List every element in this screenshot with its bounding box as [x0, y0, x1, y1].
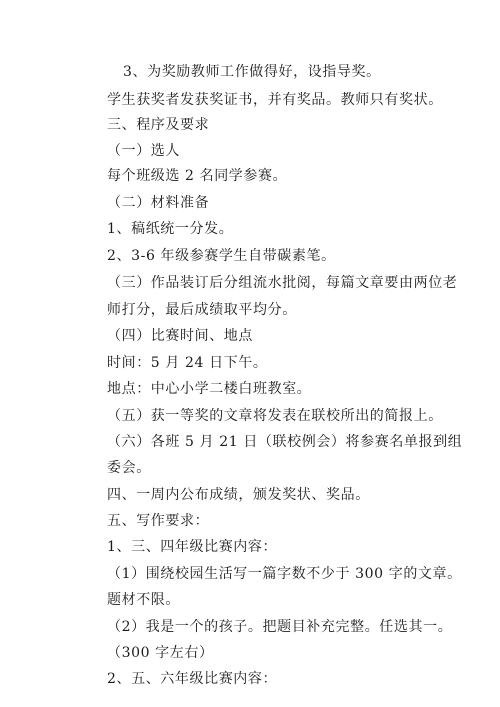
- section-heading: 三、程序及要求: [107, 117, 210, 133]
- subsection-heading: （四）比赛时间、地点: [107, 328, 253, 344]
- paragraph-line: （2）我是一个的孩子。把题目补充完整。任选其一。: [107, 619, 453, 635]
- text-line: 3、为奖励教师工作做得好，设指导奖。: [123, 64, 381, 80]
- paragraph-line: （1）围绕校园生活写一篇字数不少于 300 字的文章。: [107, 566, 462, 582]
- paragraph-line: 师打分，最后成绩取平均分。: [107, 302, 297, 318]
- text-line: 学生获奖者发获奖证书，并有奖品。教师只有奖状。: [107, 92, 443, 108]
- paragraph-line: （三）作品装订后分组流水批阅，每篇文章要由两位老: [107, 275, 458, 291]
- paragraph-line: 委会。: [107, 460, 151, 476]
- text-line: 地点：中心小学二楼白班教室。: [107, 381, 312, 397]
- subsection-heading: （一）选人: [107, 143, 180, 159]
- text-line: 1、稿纸统一分发。: [107, 221, 234, 237]
- section-heading: 五、写作要求：: [107, 513, 210, 529]
- text-line: 2、五、六年级比赛内容：: [107, 671, 278, 687]
- paragraph-line: （300 字左右）: [107, 645, 214, 661]
- subsection-heading: （二）材料准备: [107, 195, 210, 211]
- text-line: 2、3-6 年级参赛学生自带碳素笔。: [107, 248, 336, 264]
- text-line: 每个班级选 2 名同学参赛。: [107, 168, 288, 184]
- paragraph-line: 题材不限。: [107, 592, 180, 608]
- text-line: （五）获一等奖的文章将发表在联校所出的简报上。: [107, 408, 443, 424]
- section-heading: 四、一周内公布成绩，颁发奖状、奖品。: [107, 487, 370, 503]
- text-line: 1、三、四年级比赛内容：: [107, 539, 278, 555]
- text-line: 时间：5 月 24 日下午。: [107, 355, 268, 371]
- paragraph-line: （六）各班 5 月 21 日（联校例会）将参赛名单报到组: [107, 434, 463, 450]
